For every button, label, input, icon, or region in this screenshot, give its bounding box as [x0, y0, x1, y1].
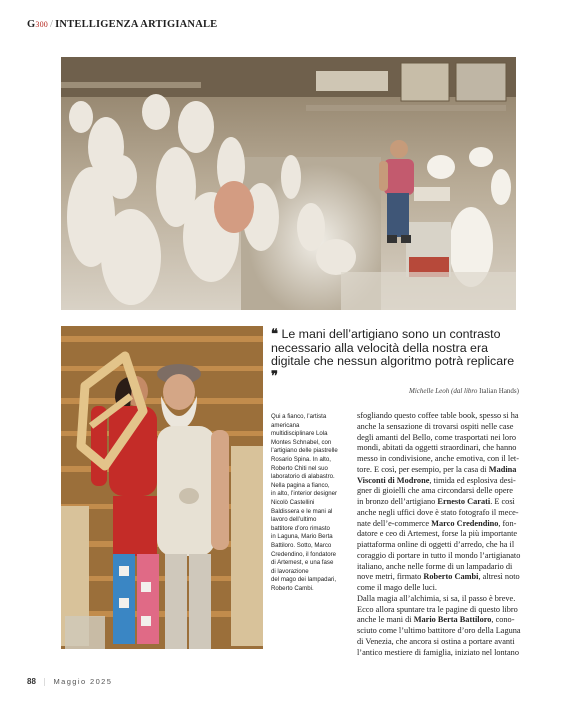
body-line [357, 454, 519, 465]
caption-line: del mago dei lampadari, [271, 576, 337, 584]
body-text-run: come il mago delle luci. [357, 583, 437, 592]
caption-line: Nicolò Castellini [271, 498, 315, 506]
body-bold-name: Marco Credendino [431, 518, 499, 528]
header-separator: / [49, 19, 54, 30]
body-text-run: Dalla magia all’alchimia, si sa, il passo è breve. [357, 593, 516, 603]
quote-author: Michelle Leoh [409, 387, 450, 396]
body-text-run: anche la sensazione di trovarsi ospiti nelle case [357, 421, 514, 431]
body-text-run: nate dell’e-commerce [357, 518, 432, 528]
caption-line: in Laguna, Mario Berta [271, 533, 333, 541]
body-line [357, 562, 519, 573]
caption-line: Nella pagina a fianco, [271, 481, 330, 489]
body-line [357, 433, 519, 444]
body-line [357, 594, 519, 605]
body-line [357, 519, 519, 530]
body-line [357, 508, 519, 519]
body-text-run: anche le mani di [357, 615, 414, 625]
quote-open-mark: ❝ [271, 326, 278, 341]
body-text-run: coraggio di portare in tutto il mondo l’artigianato [357, 550, 521, 560]
body-text-run: . E così [490, 497, 515, 506]
body-text-run: in bronzo dell’artigiano [357, 497, 438, 506]
body-line [357, 422, 519, 433]
caption-line: di lavorazione [271, 567, 309, 575]
page-footer [27, 677, 112, 686]
quote-source-book: Italian Hands) [479, 387, 519, 396]
body-line [357, 637, 519, 648]
body-bold-name: Ernesto Carati [437, 497, 491, 506]
body-text-run: , timida ed esplosiva desi- [429, 475, 516, 485]
quote-close-mark: ❞ [271, 367, 278, 383]
photo-caption [271, 413, 345, 593]
page-header [27, 19, 217, 30]
pull-quote [271, 327, 519, 395]
body-bold-name: Roberto Cambi [423, 572, 479, 582]
body-bold-name: Mario Berta Battiloro [413, 615, 492, 625]
body-line [357, 486, 519, 497]
body-text-run: sciuto come l’ultimo battitore d’oro della Laguna [357, 626, 521, 635]
body-line [357, 411, 519, 422]
body-line [357, 572, 519, 583]
body-text-run: datore e ceo di Artemest, forse la più importante [357, 529, 518, 539]
body-line [357, 540, 519, 551]
brand-letter: G [27, 19, 36, 30]
body-text-run: anche negli uffici dove è stato fotografo il mece- [357, 507, 519, 517]
body-line [357, 476, 519, 487]
caption-line: Baldissera e le mani al [271, 507, 333, 515]
caption-line: di Artemest, e una fase [271, 559, 334, 567]
photo-alabaster-workshop [61, 57, 516, 310]
caption-line: Roberto Chiti nel suo [271, 464, 328, 472]
caption-line: Battiloro. Sotto, Marco [271, 541, 332, 549]
body-text-run: di Venezia, che ancora si ostina a portare avanti [357, 636, 515, 646]
body-bold-name: Visconti di Modrone [357, 475, 430, 485]
brand-number: 300 [35, 20, 48, 29]
caption-line: laboratorio di alabastro. [271, 473, 335, 481]
body-line [357, 443, 519, 454]
body-line [357, 648, 519, 659]
caption-line: Qui a fianco, l’artista [271, 413, 327, 420]
caption-line: in alto, l’interior designer [271, 490, 338, 498]
caption-line: lavoro dell’ultimo [271, 516, 317, 524]
page-number: 88 [27, 677, 36, 686]
body-text-run: gner di gioielli che ama circondarsi delle opere [357, 486, 513, 496]
body-text-run: , fon- [498, 518, 517, 528]
caption-line: Montes Schnabel, con [271, 438, 332, 446]
body-line [357, 551, 519, 562]
quote-text: Le mani dell’artigiano sono un contrasto necessario alla velocità della nostra era digitale che nessun algoritmo potrà replicare [271, 327, 515, 369]
caption-line: battitore d’oro rimasto [271, 524, 330, 532]
body-line [357, 615, 519, 626]
caption-line: multidisciplinare Lola [271, 430, 328, 438]
body-text-run: , altresì noto [478, 572, 520, 582]
body-text-run: nove metri, firmato [357, 572, 424, 582]
body-line [357, 529, 519, 540]
footer-separator: | [43, 677, 46, 686]
body-text-run: tore. E così, per esempio, per la casa di [357, 464, 489, 474]
body-line [357, 626, 519, 637]
quote-text-block [271, 327, 519, 383]
quote-attribution [271, 387, 519, 395]
body-line [357, 465, 519, 476]
body-text-run: , cono- [491, 615, 515, 625]
body-text-column [357, 411, 519, 658]
caption-line: Credendino, il fondatore [271, 550, 337, 558]
caption-line: americana [271, 421, 300, 429]
body-text-run: Ecco allora spuntare tra le pagine di questo libro [357, 604, 518, 614]
body-text-run: sfogliando questo coffee table book, spesso si ha [357, 411, 519, 420]
photo-artist-and-tile-artisan [61, 326, 263, 649]
body-text-run: degli amanti del Bello, come trasportati nei loro [357, 432, 516, 442]
body-text-run: italiano, anche nelle forme di un lampadario di [357, 561, 513, 571]
body-bold-name: Madina [488, 464, 517, 474]
body-line [357, 583, 519, 594]
section-title: INTELLIGENZA ARTIGIANALE [55, 19, 218, 30]
body-text-run: l’antico mestiere di famiglia, iniziato nel lontano [357, 647, 519, 657]
body-text-run: mondi, abitati da oggetti straordinari, che hanno [357, 443, 517, 453]
issue-date: Maggio 2025 [53, 677, 113, 686]
body-line [357, 497, 519, 508]
quote-source-prefix: (dal libro [451, 387, 478, 396]
caption-line: l’artigiano delle piastrelle [271, 447, 338, 455]
caption-line: Rosario Spina. In alto, [271, 455, 331, 463]
body-line [357, 605, 519, 616]
body-text-run: messo in condivisione, anche emotiva, con il let- [357, 454, 519, 463]
caption-line: Roberto Cambi. [271, 584, 314, 592]
body-text-run: piattaforma online di oggetti d’arredo, che ha il [357, 540, 515, 549]
